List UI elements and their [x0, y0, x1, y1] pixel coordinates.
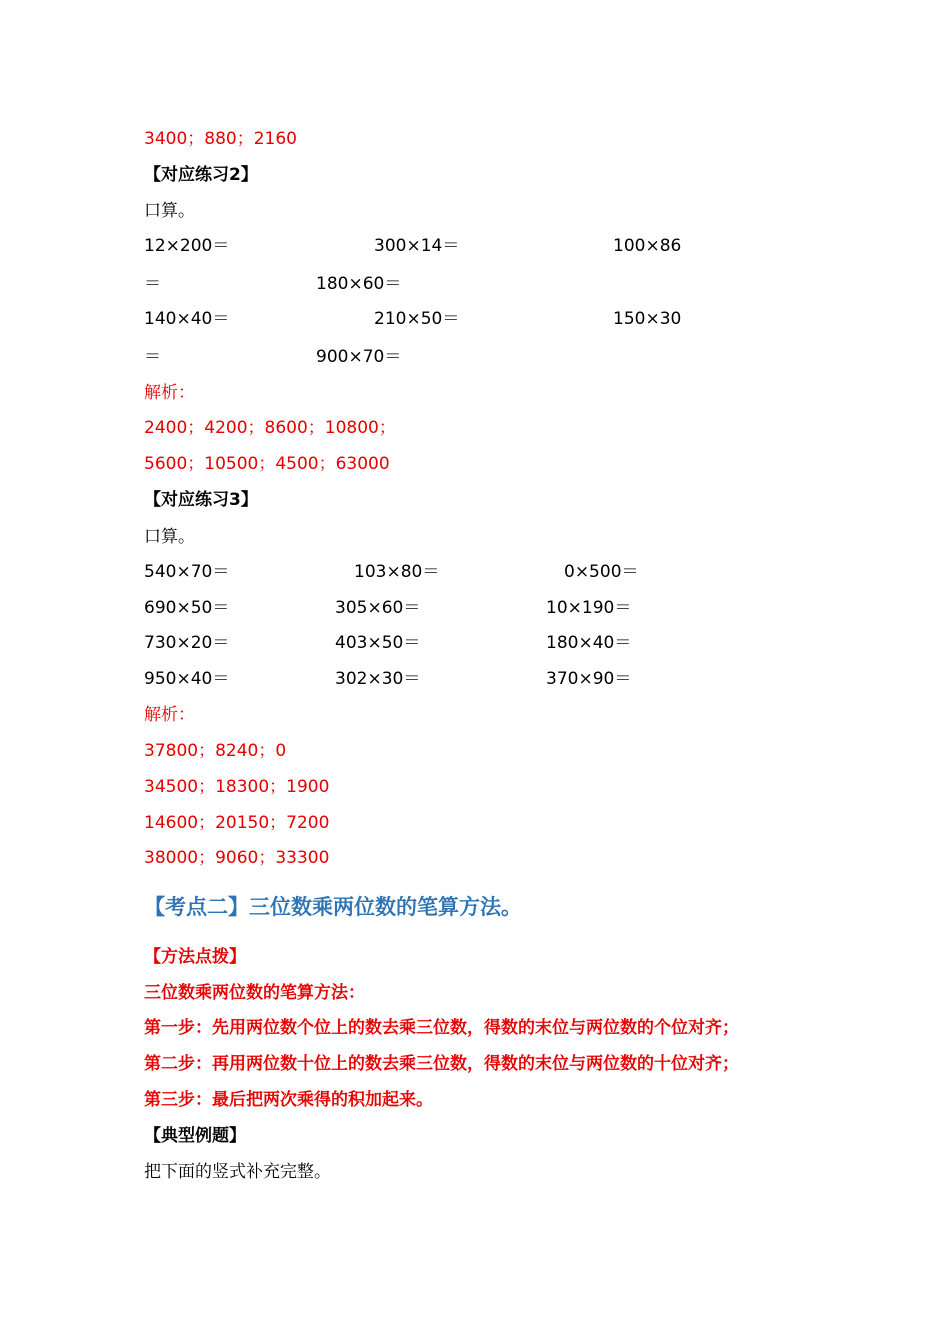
practice2-problem: 150×30 [613, 309, 682, 329]
practice2-problem: ＝ [144, 347, 161, 367]
practice3-problem: 540×70＝ [144, 562, 230, 582]
practice3-instruction: 口算。 [144, 527, 195, 547]
practice3-answer-line: 14600；20150；7200 [144, 813, 330, 833]
practice2-analysis-label: 解析： [144, 383, 195, 403]
example-heading: 【典型例题】 [144, 1126, 246, 1146]
method-step: 第一步：先用两位数个位上的数去乘三位数，得数的末位与两位数的个位对齐； [144, 1018, 739, 1038]
method-step: 第二步：再用两位数十位上的数去乘三位数，得数的末位与两位数的十位对齐； [144, 1054, 739, 1074]
practice3-problem: 730×20＝ [144, 633, 230, 653]
method-step: 第三步：最后把两次乘得的积加起来。 [144, 1090, 433, 1110]
practice3-problem: 690×50＝ [144, 598, 230, 618]
practice3-answer-line: 34500；18300；1900 [144, 777, 330, 797]
practice2-problem: 300×14＝ [374, 236, 460, 256]
practice3-answer-line: 37800；8240；0 [144, 741, 287, 761]
practice2-heading: 【对应练习2】 [144, 165, 258, 185]
practice2-problem: ＝ [144, 274, 161, 294]
practice2-answer-line: 5600；10500；4500；63000 [144, 454, 390, 474]
practice3-answer-line: 38000；9060；33300 [144, 848, 330, 868]
practice3-problem: 10×190＝ [546, 598, 632, 618]
method-title: 三位数乘两位数的笔算方法： [144, 983, 365, 1003]
practice2-problem: 180×60＝ [316, 274, 402, 294]
section-title: 【考点二】三位数乘两位数的笔算方法。 [144, 895, 522, 919]
example-instruction: 把下面的竖式补充完整。 [144, 1162, 331, 1182]
practice2-problem: 140×40＝ [144, 309, 230, 329]
practice3-problem: 403×50＝ [335, 633, 421, 653]
practice3-heading: 【对应练习3】 [144, 490, 258, 510]
practice2-problem: 100×86 [613, 236, 682, 256]
practice2-problem: 210×50＝ [374, 309, 460, 329]
method-heading: 【方法点拨】 [144, 947, 246, 967]
practice3-problem: 0×500＝ [564, 562, 639, 582]
practice2-problem: 900×70＝ [316, 347, 402, 367]
practice2-answer-line: 2400；4200；8600；10800； [144, 418, 396, 438]
practice3-problem: 370×90＝ [546, 669, 632, 689]
previous-answer-line: 3400；880；2160 [144, 129, 297, 149]
practice3-problem: 302×30＝ [335, 669, 421, 689]
practice3-problem: 180×40＝ [546, 633, 632, 653]
practice2-problem: 12×200＝ [144, 236, 230, 256]
practice3-analysis-label: 解析： [144, 705, 195, 725]
practice3-problem: 103×80＝ [354, 562, 440, 582]
practice3-problem: 305×60＝ [335, 598, 421, 618]
practice3-problem: 950×40＝ [144, 669, 230, 689]
practice2-instruction: 口算。 [144, 201, 195, 221]
